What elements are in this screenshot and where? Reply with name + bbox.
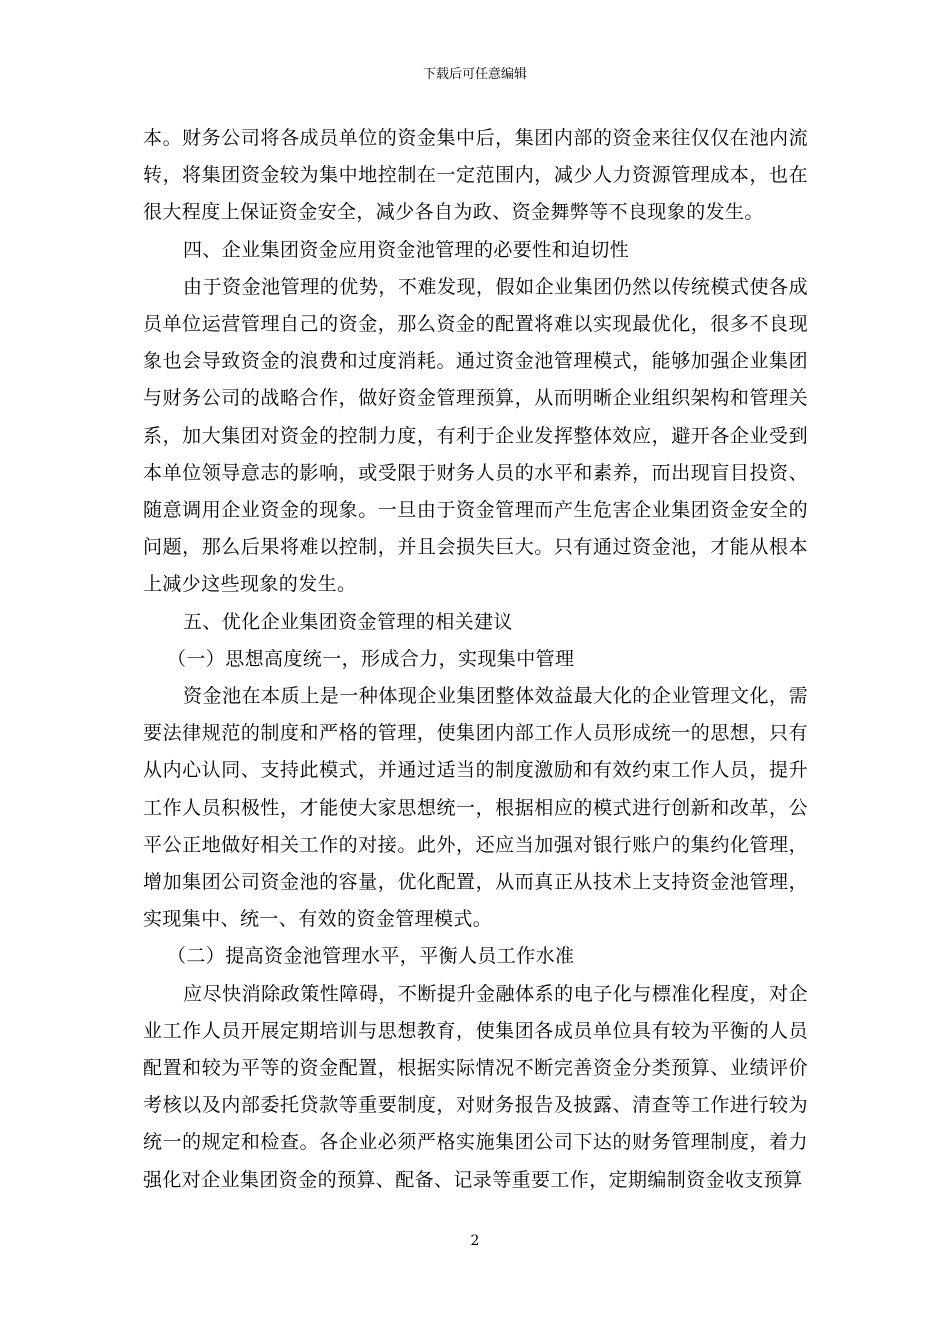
page-header: 下载后可任意编辑 bbox=[422, 67, 527, 82]
subsection-heading-2: （二）提高资金池管理水平，平衡人员工作水准 bbox=[167, 945, 575, 968]
document-body bbox=[143, 120, 808, 1199]
paragraph-necessity: 由于资金池管理的优势，不难发现，假如企业集团仍然以传统模式使各成员单位运营管理自己的资金，那么资金的配置将难以实现最优化，很多不良现象也会导致资金的浪费和过度消耗。通过资金池管理模式，能够加强企业集团与财务公司的战略合作，做好资金管理预算，从而明晰企业组织架构和管理关系，加大集团对资金的控制力度，有利于企业发挥整体效应，避开各企业受到本单位领导意志的影响，或受限于财务人员的水平和素养，而出现盲目投资、随意调用企业资金的现象。一旦由于资金管理而产生危害企业集团资金安全的问题，那么后果将难以控制，并且会损失巨大。只有通过资金池，才能从根本上减少这些现象的发生。 bbox=[143, 275, 808, 596]
section-heading-5: 五、优化企业集团资金管理的相关建议 bbox=[183, 610, 513, 633]
section-heading-4: 四、企业集团资金应用资金池管理的必要性和迫切性 bbox=[183, 238, 630, 261]
page-number: 2 bbox=[470, 1233, 480, 1249]
subsection-heading-1: （一）思想高度统一，形成合力，实现集中管理 bbox=[167, 647, 575, 670]
paragraph-unified-thinking: 资金池在本质上是一种体现企业集团整体效益最大化的企业管理文化，需要法律规范的制度和严格的管理，使集团内部工作人员形成统一的思想，只有从内心认同、支持此模式，并通过适当的制度激励和有效约束工作人员，提升工作人员积极性，才能使大家思想统一，根据相应的模式进行创新和改革，公平公正地做好相关工作的对接。此外，还应当加强对银行账户的集约化管理，增加集团公司资金池的容量，优化配置，从而真正从技术上支持资金池管理，实现集中、统一、有效的资金管理模式。 bbox=[143, 685, 808, 931]
paragraph-management-level: 应尽快消除政策性障碍，不断提升金融体系的电子化与標准化程度，对企业工作人员开展定期培训与思想教育，使集团各成员单位具有较为平衡的人员配置和较为平等的资金配置，根据实际情况不断完善资金分类预算、业绩评价考核以及内部委托贷款等重要制度，对财务报告及披露、清查等工作进行较为统一的规定和检查。各企业必须严格实施集团公司下达的财务管理制度，着力强化对企业集团资金的预算、配备、记录等重要工作，定期编制资金收支预算 bbox=[143, 982, 808, 1191]
paragraph-continuation: 本。财务公司将各成员单位的资金集中后，集团内部的资金来往仅仅在池内流转，将集团资金较为集中地控制在一定范围内，减少人力资源管理成本，也在很大程度上保证资金安全，减少各自为政、资金舞弊等不良现象的发生。 bbox=[143, 127, 808, 224]
